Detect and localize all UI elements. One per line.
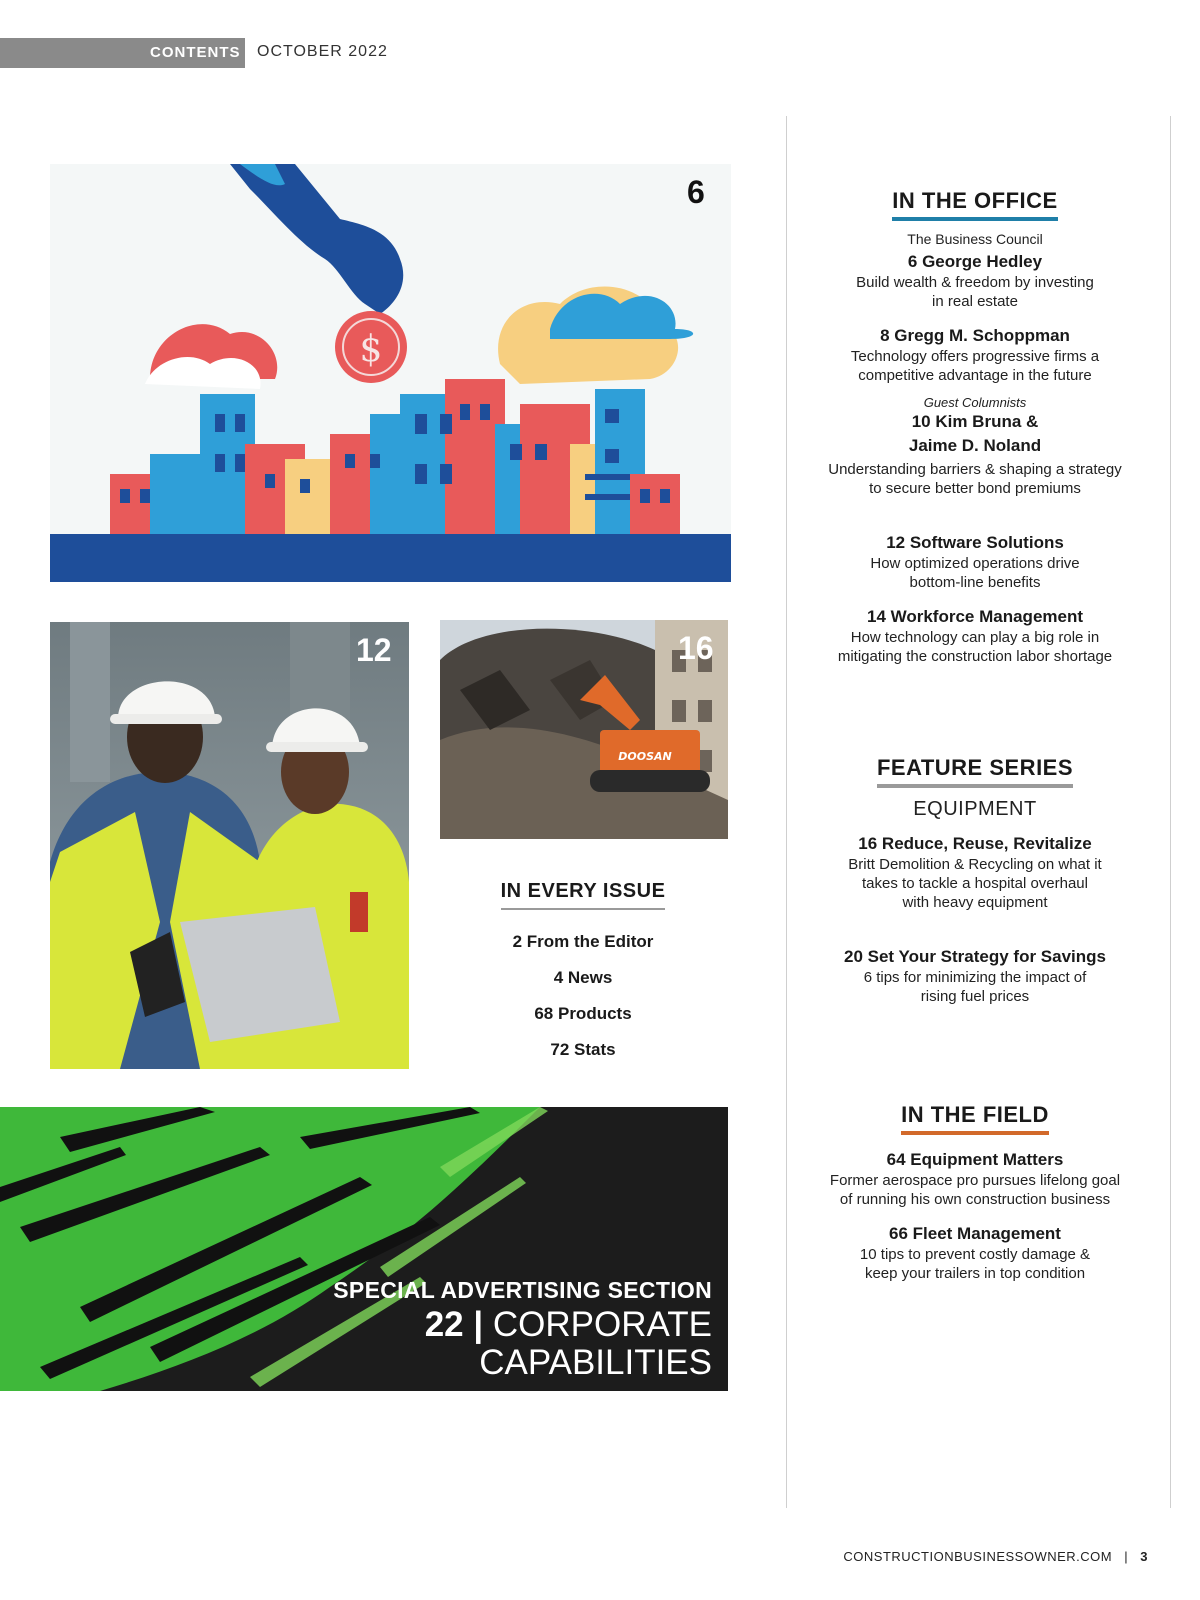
page-number-badge: 12 bbox=[356, 632, 392, 668]
every-issue-link-stats[interactable]: 72 Stats bbox=[550, 1040, 616, 1059]
in-every-issue-section bbox=[438, 880, 728, 1068]
toc-entry-title: 6 George Hedley bbox=[907, 252, 1043, 271]
toc-entry-desc: 10 tips to prevent costly damage & bbox=[859, 1246, 1091, 1263]
feature-series-underline bbox=[877, 784, 1073, 788]
toc-entry-desc: competitive advantage in the future bbox=[858, 367, 1092, 384]
toc-entry-desc: 6 tips for minimizing the impact of bbox=[863, 969, 1087, 986]
in-every-issue-heading: IN EVERY ISSUE bbox=[500, 880, 666, 902]
toc-entry[interactable] bbox=[795, 606, 1155, 666]
toc-entry[interactable] bbox=[795, 833, 1155, 912]
business-council-label: The Business Council bbox=[907, 231, 1043, 247]
toc-entry-desc: rising fuel prices bbox=[920, 988, 1030, 1005]
feature-series-heading: FEATURE SERIES bbox=[876, 755, 1074, 780]
column-divider-left bbox=[786, 116, 787, 1508]
toc-entry-desc: takes to tackle a hospital overhaul bbox=[862, 875, 1088, 892]
in-the-office-section bbox=[795, 188, 1155, 666]
feature-series-section bbox=[795, 755, 1155, 1006]
toc-entry-desc: with heavy equipment bbox=[902, 894, 1048, 911]
toc-entry-title: 16 Reduce, Reuse, Revitalize bbox=[858, 834, 1092, 853]
in-the-office-underline bbox=[892, 217, 1057, 221]
every-issue-link-news[interactable]: 4 News bbox=[553, 968, 613, 987]
in-the-field-underline bbox=[901, 1131, 1049, 1135]
toc-entry[interactable] bbox=[795, 325, 1155, 385]
toc-entry-title: 12 Software Solutions bbox=[886, 533, 1064, 552]
page-number-badge: 16 bbox=[678, 630, 714, 666]
banner-page-number: 22 bbox=[424, 1305, 464, 1344]
toc-entry-title: 66 Fleet Management bbox=[889, 1224, 1061, 1243]
guest-columnists-label: Guest Columnists bbox=[923, 395, 1027, 410]
banner-kicker: SPECIAL ADVERTISING SECTION bbox=[333, 1277, 712, 1303]
toc-entry-desc: How optimized operations drive bbox=[870, 555, 1080, 572]
banner-text bbox=[333, 1277, 712, 1382]
issue-date: OCTOBER 2022 bbox=[257, 43, 388, 60]
toc-entry-desc: Former aerospace pro pursues lifelong goal bbox=[829, 1172, 1121, 1189]
toc-entry-desc: bottom-line benefits bbox=[909, 574, 1041, 591]
banner-title-part1: CORPORATE bbox=[492, 1305, 712, 1344]
toc-entry-desc: Build wealth & freedom by investing bbox=[856, 274, 1094, 291]
page-footer bbox=[843, 1549, 1148, 1564]
excavator-brand-label: DOOSAN bbox=[618, 750, 672, 763]
banner-title-part2: CAPABILITIES bbox=[479, 1343, 712, 1382]
toc-entry-desc: How technology can play a big role in bbox=[850, 629, 1100, 646]
in-the-office-heading: IN THE OFFICE bbox=[892, 188, 1058, 213]
every-issue-link-editor[interactable]: 2 From the Editor bbox=[512, 932, 654, 951]
toc-entry-desc: Understanding barriers & shaping a strategy bbox=[828, 461, 1122, 478]
demolition-excavator-photo[interactable] bbox=[440, 620, 728, 839]
toc-entry[interactable] bbox=[795, 1149, 1155, 1209]
in-the-field-section bbox=[795, 1102, 1155, 1283]
toc-entry[interactable] bbox=[795, 410, 1155, 498]
toc-entry-desc: keep your trailers in top condition bbox=[864, 1265, 1086, 1282]
toc-entry[interactable] bbox=[795, 532, 1155, 592]
toc-entry-title: 64 Equipment Matters bbox=[886, 1150, 1064, 1169]
svg-text:$: $ bbox=[359, 329, 383, 370]
section-label: CONTENTS bbox=[150, 44, 241, 61]
toc-entry[interactable] bbox=[795, 946, 1155, 1006]
banner-divider: | bbox=[473, 1305, 484, 1344]
in-the-field-heading: IN THE FIELD bbox=[901, 1102, 1049, 1127]
column-divider-right bbox=[1170, 116, 1171, 1508]
toc-entry-title: 8 Gregg M. Schoppman bbox=[880, 326, 1070, 345]
toc-entry-title: 10 Kim Bruna & bbox=[911, 412, 1039, 431]
toc-entry-desc: Technology offers progressive firms a bbox=[850, 348, 1100, 365]
footer-website-link[interactable]: CONSTRUCTIONBUSINESSOWNER.COM bbox=[843, 1549, 1113, 1564]
toc-entry-title: Jaime D. Noland bbox=[908, 436, 1042, 455]
toc-entry-desc: mitigating the construction labor shortage bbox=[837, 648, 1113, 665]
toc-entry-title: 20 Set Your Strategy for Savings bbox=[843, 947, 1106, 966]
footer-separator: | bbox=[1124, 1549, 1129, 1564]
every-issue-link-products[interactable]: 68 Products bbox=[534, 1004, 632, 1023]
special-advertising-banner[interactable] bbox=[0, 1107, 728, 1391]
construction-workers-photo[interactable] bbox=[50, 622, 409, 1069]
page-number-badge: 6 bbox=[687, 174, 705, 210]
feature-series-subheading: EQUIPMENT bbox=[913, 798, 1037, 820]
toc-entry-desc: to secure better bond premiums bbox=[869, 480, 1081, 497]
toc-entry-desc: in real estate bbox=[932, 293, 1018, 310]
toc-entry-title: 14 Workforce Management bbox=[866, 607, 1084, 626]
footer-page-number: 3 bbox=[1140, 1549, 1148, 1564]
toc-entry-desc: of running his own construction business bbox=[839, 1191, 1111, 1208]
toc-entry[interactable] bbox=[795, 251, 1155, 311]
city-investment-illustration[interactable] bbox=[50, 164, 731, 582]
toc-entry[interactable] bbox=[795, 1223, 1155, 1283]
toc-entry-desc: Britt Demolition & Recycling on what it bbox=[848, 856, 1102, 873]
